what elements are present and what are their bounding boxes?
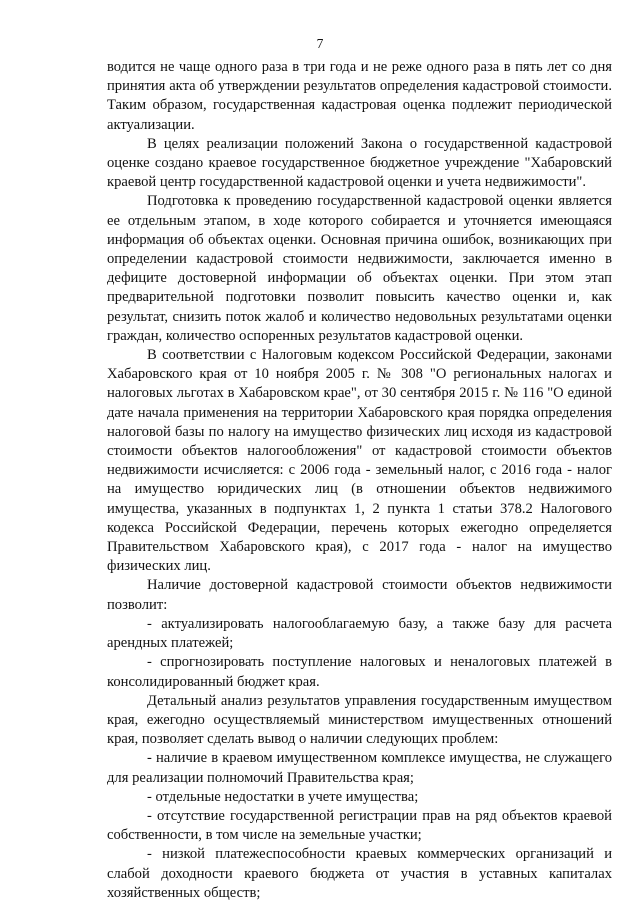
list-item: - актуализировать налогооблагаемую базу, а также базу для расчета арендных платежей; xyxy=(107,615,612,652)
page-number: 7 xyxy=(316,36,324,51)
paragraph: Наличие достоверной кадастровой стоимости объектов недвижимости позволит: xyxy=(107,577,612,613)
list-item: - наличие в краевом имущественном комплексе имущества, не служащего для реализации полномочий Правительства края; xyxy=(107,750,612,786)
paragraph: Детальный анализ результатов управления государственным имуществом края, ежегодно осуществляемый министерством имущественных отношений края, позволяет сделать вывод о наличии следующих проблем: xyxy=(107,692,612,748)
paragraph: Подготовка к проведению государственной кадастровой оценки является ее отдельным этапом, в ходе которого собирается и уточняется имеющаяся информация об объектах оценки. Основная причина ошибок, возникающих при определении кадастровой стоимости недвижимости, заключается именно в дефиците достоверной информации об объектах оценки. При этом этап предварительной подготовки позволит повысить качество оценки и, как результат, снизить поток жалоб и количество недовольных результатами оценки граждан, количество оспоренных результатов кадастровой оценки. xyxy=(107,193,612,344)
paragraph: В соответствии с Налоговым кодексом Российской Федерации, законами Хабаровского края от 10 ноября 2005 г. № 308 "О региональных налогах и налоговых льготах в Хабаровском крае", от 30 сентября 2015 г. № 116 "О единой дате начала применения на территории Хабаровского края порядка определения налоговой базы по налогу на имущество физических лиц исходя из кадастровой стоимости объектов налогообложения" от кадастровой стоимости объектов недвижимости исчисляется: с 2006 года - земельный налог, с 2016 года - налог на имущество юридических лиц (в отношении объектов недвижимого имущества, указанных в подпунктах 1, 2 пункта 1 статьи 378.2 Налогового кодекса Российской Федерации, перечень которых ежегодно определяется Правительством Хабаровского края), с 2017 года - налог на имущество физических лиц. xyxy=(107,347,612,575)
list-item: - отдельные недостатки в учете имущества; xyxy=(147,788,419,805)
list-item: - низкой платежеспособности краевых коммерческих организаций и слабой доходности краевого бюджета от участия в уставных капиталах хозяйственных обществ; xyxy=(107,846,612,901)
list-item: - отсутствие государственной регистрации прав на ряд объектов краевой собственности, в том числе на земельные участки; xyxy=(107,807,612,844)
paragraph: В целях реализации положений Закона о государственной кадастровой оценке создано краевое государственное бюджетное учреждение "Хабаровский краевой центр государственной кадастровой оценки и учета недвижимости". xyxy=(107,135,612,191)
paragraph-continuation: водится не чаще одного раза в три года и не реже одного раза в пять лет со дня принятия акта об утверждении результатов определения кадастровой стоимости. Таким образом, государственная кадастровая оценка подлежит периодической актуализации. xyxy=(107,59,612,133)
document-body xyxy=(107,58,612,903)
list-item: - спрогнозировать поступление налоговых и неналоговых платежей в консолидированный бюджет края. xyxy=(107,654,612,690)
